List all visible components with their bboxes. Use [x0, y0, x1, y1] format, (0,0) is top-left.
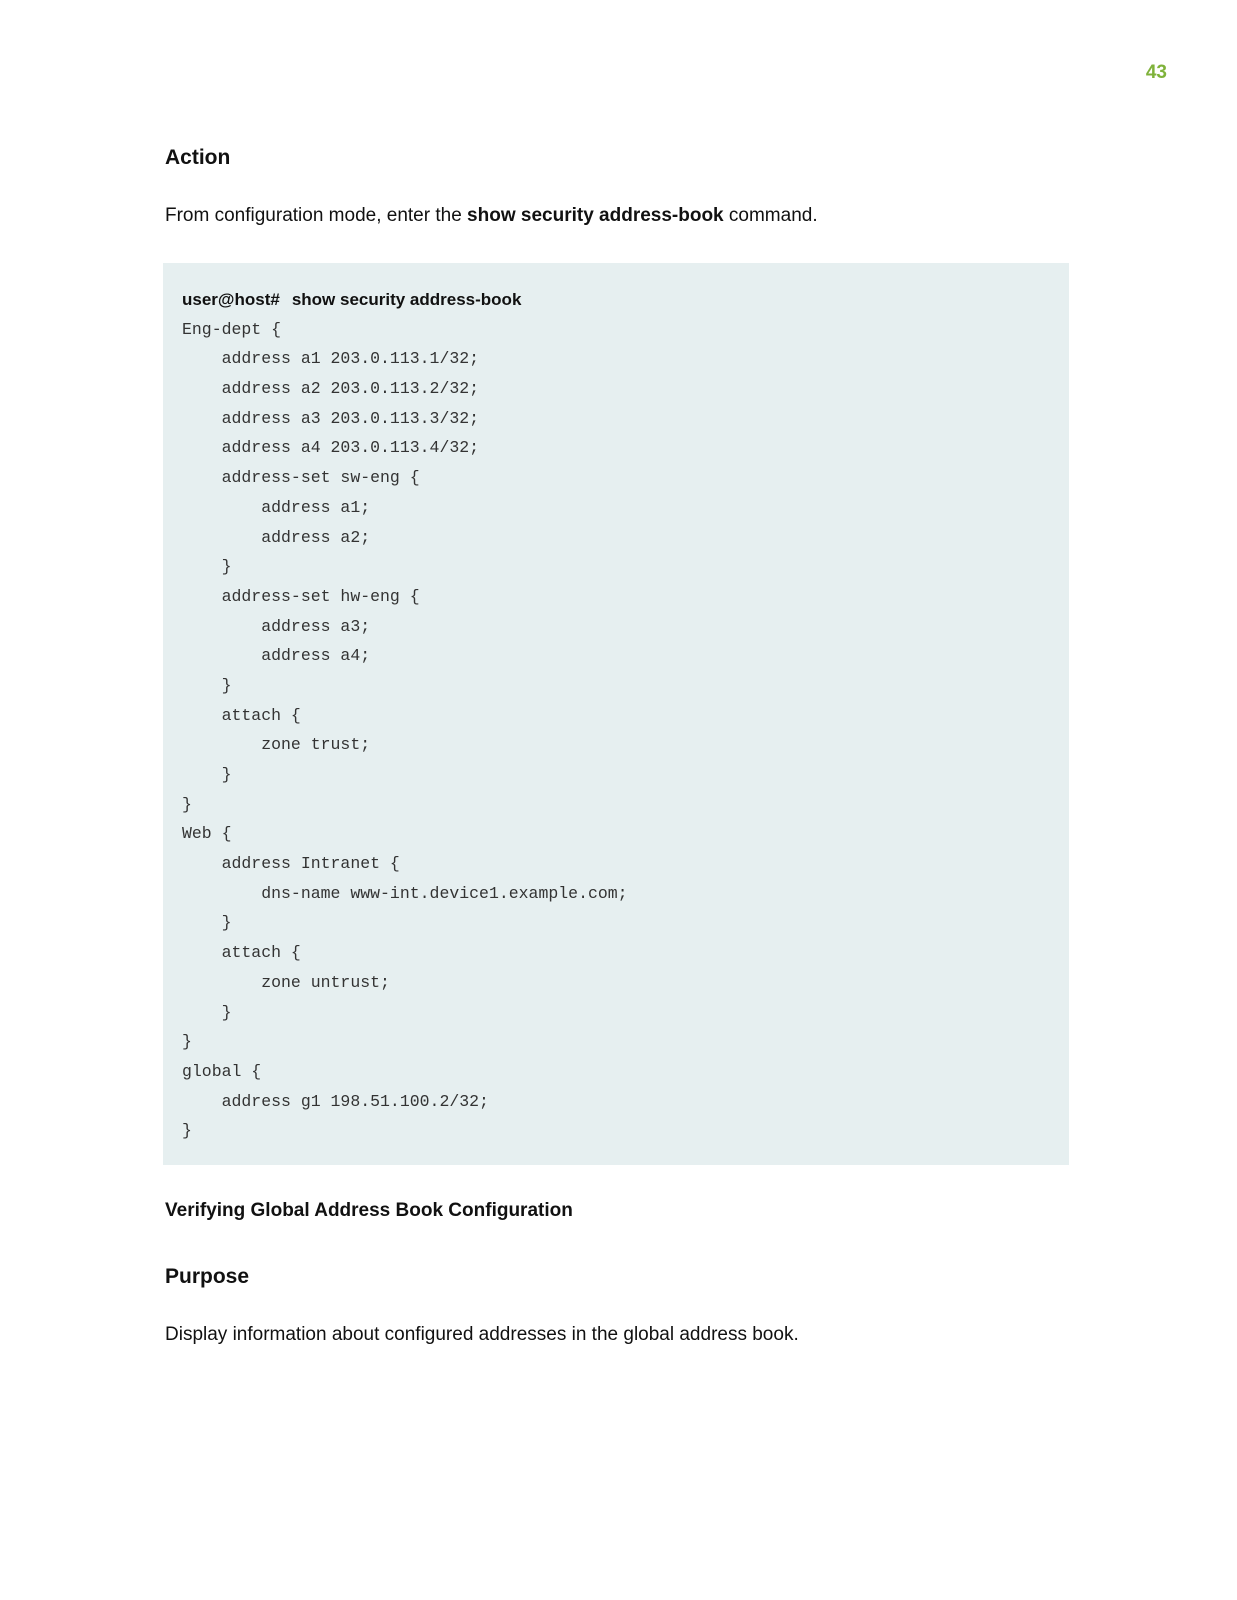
- code-line: Web {: [182, 824, 232, 844]
- code-line: }: [182, 1121, 192, 1141]
- code-line: address-set hw-eng {: [182, 586, 420, 606]
- intro-before: From configuration mode, enter the: [165, 205, 468, 226]
- cli-command: show security address-book: [291, 290, 522, 309]
- code-line: address a1;: [182, 497, 371, 517]
- page-number: 43: [1145, 62, 1167, 83]
- code-line: global {: [182, 1061, 262, 1081]
- code-line: address a1 203.0.113.1/32;: [182, 349, 480, 369]
- code-line: address a3 203.0.113.3/32;: [182, 408, 480, 428]
- code-line: address a4;: [182, 646, 371, 666]
- purpose-text: Display information about configured addresses in the global address book.: [165, 1324, 799, 1345]
- intro-after: command.: [723, 205, 818, 226]
- code-line: zone trust;: [182, 735, 371, 755]
- code-line: address a2;: [182, 527, 371, 547]
- code-line: }: [182, 913, 232, 933]
- code-line: attach {: [182, 943, 301, 963]
- code-line: attach {: [182, 705, 301, 725]
- intro-command: show security address-book: [467, 205, 724, 226]
- cli-prompt: user@host#: [182, 290, 280, 309]
- verify-heading: Verifying Global Address Book Configuration: [165, 1200, 573, 1221]
- code-line: address-set sw-eng {: [182, 468, 420, 488]
- code-line: }: [182, 1032, 192, 1052]
- code-line: }: [182, 1002, 232, 1022]
- code-line: }: [182, 675, 232, 695]
- code-line: address a4 203.0.113.4/32;: [182, 438, 480, 458]
- code-line: }: [182, 557, 232, 577]
- code-line: zone untrust;: [182, 972, 390, 992]
- code-line: }: [182, 794, 192, 814]
- code-line: address g1 198.51.100.2/32;: [182, 1091, 489, 1111]
- code-line: address a3;: [182, 616, 371, 636]
- action-intro: [165, 205, 818, 227]
- code-line: address a2 203.0.113.2/32;: [182, 379, 480, 399]
- code-block: [163, 263, 1069, 1165]
- cli-prompt-line: [182, 285, 1050, 315]
- action-heading: Action: [165, 146, 231, 169]
- code-line: address Intranet {: [182, 854, 400, 874]
- code-line: Eng-dept {: [182, 319, 282, 339]
- code-line: }: [182, 765, 232, 784]
- code-line: dns-name www-int.device1.example.com;: [182, 883, 628, 903]
- purpose-heading: Purpose: [165, 1265, 250, 1288]
